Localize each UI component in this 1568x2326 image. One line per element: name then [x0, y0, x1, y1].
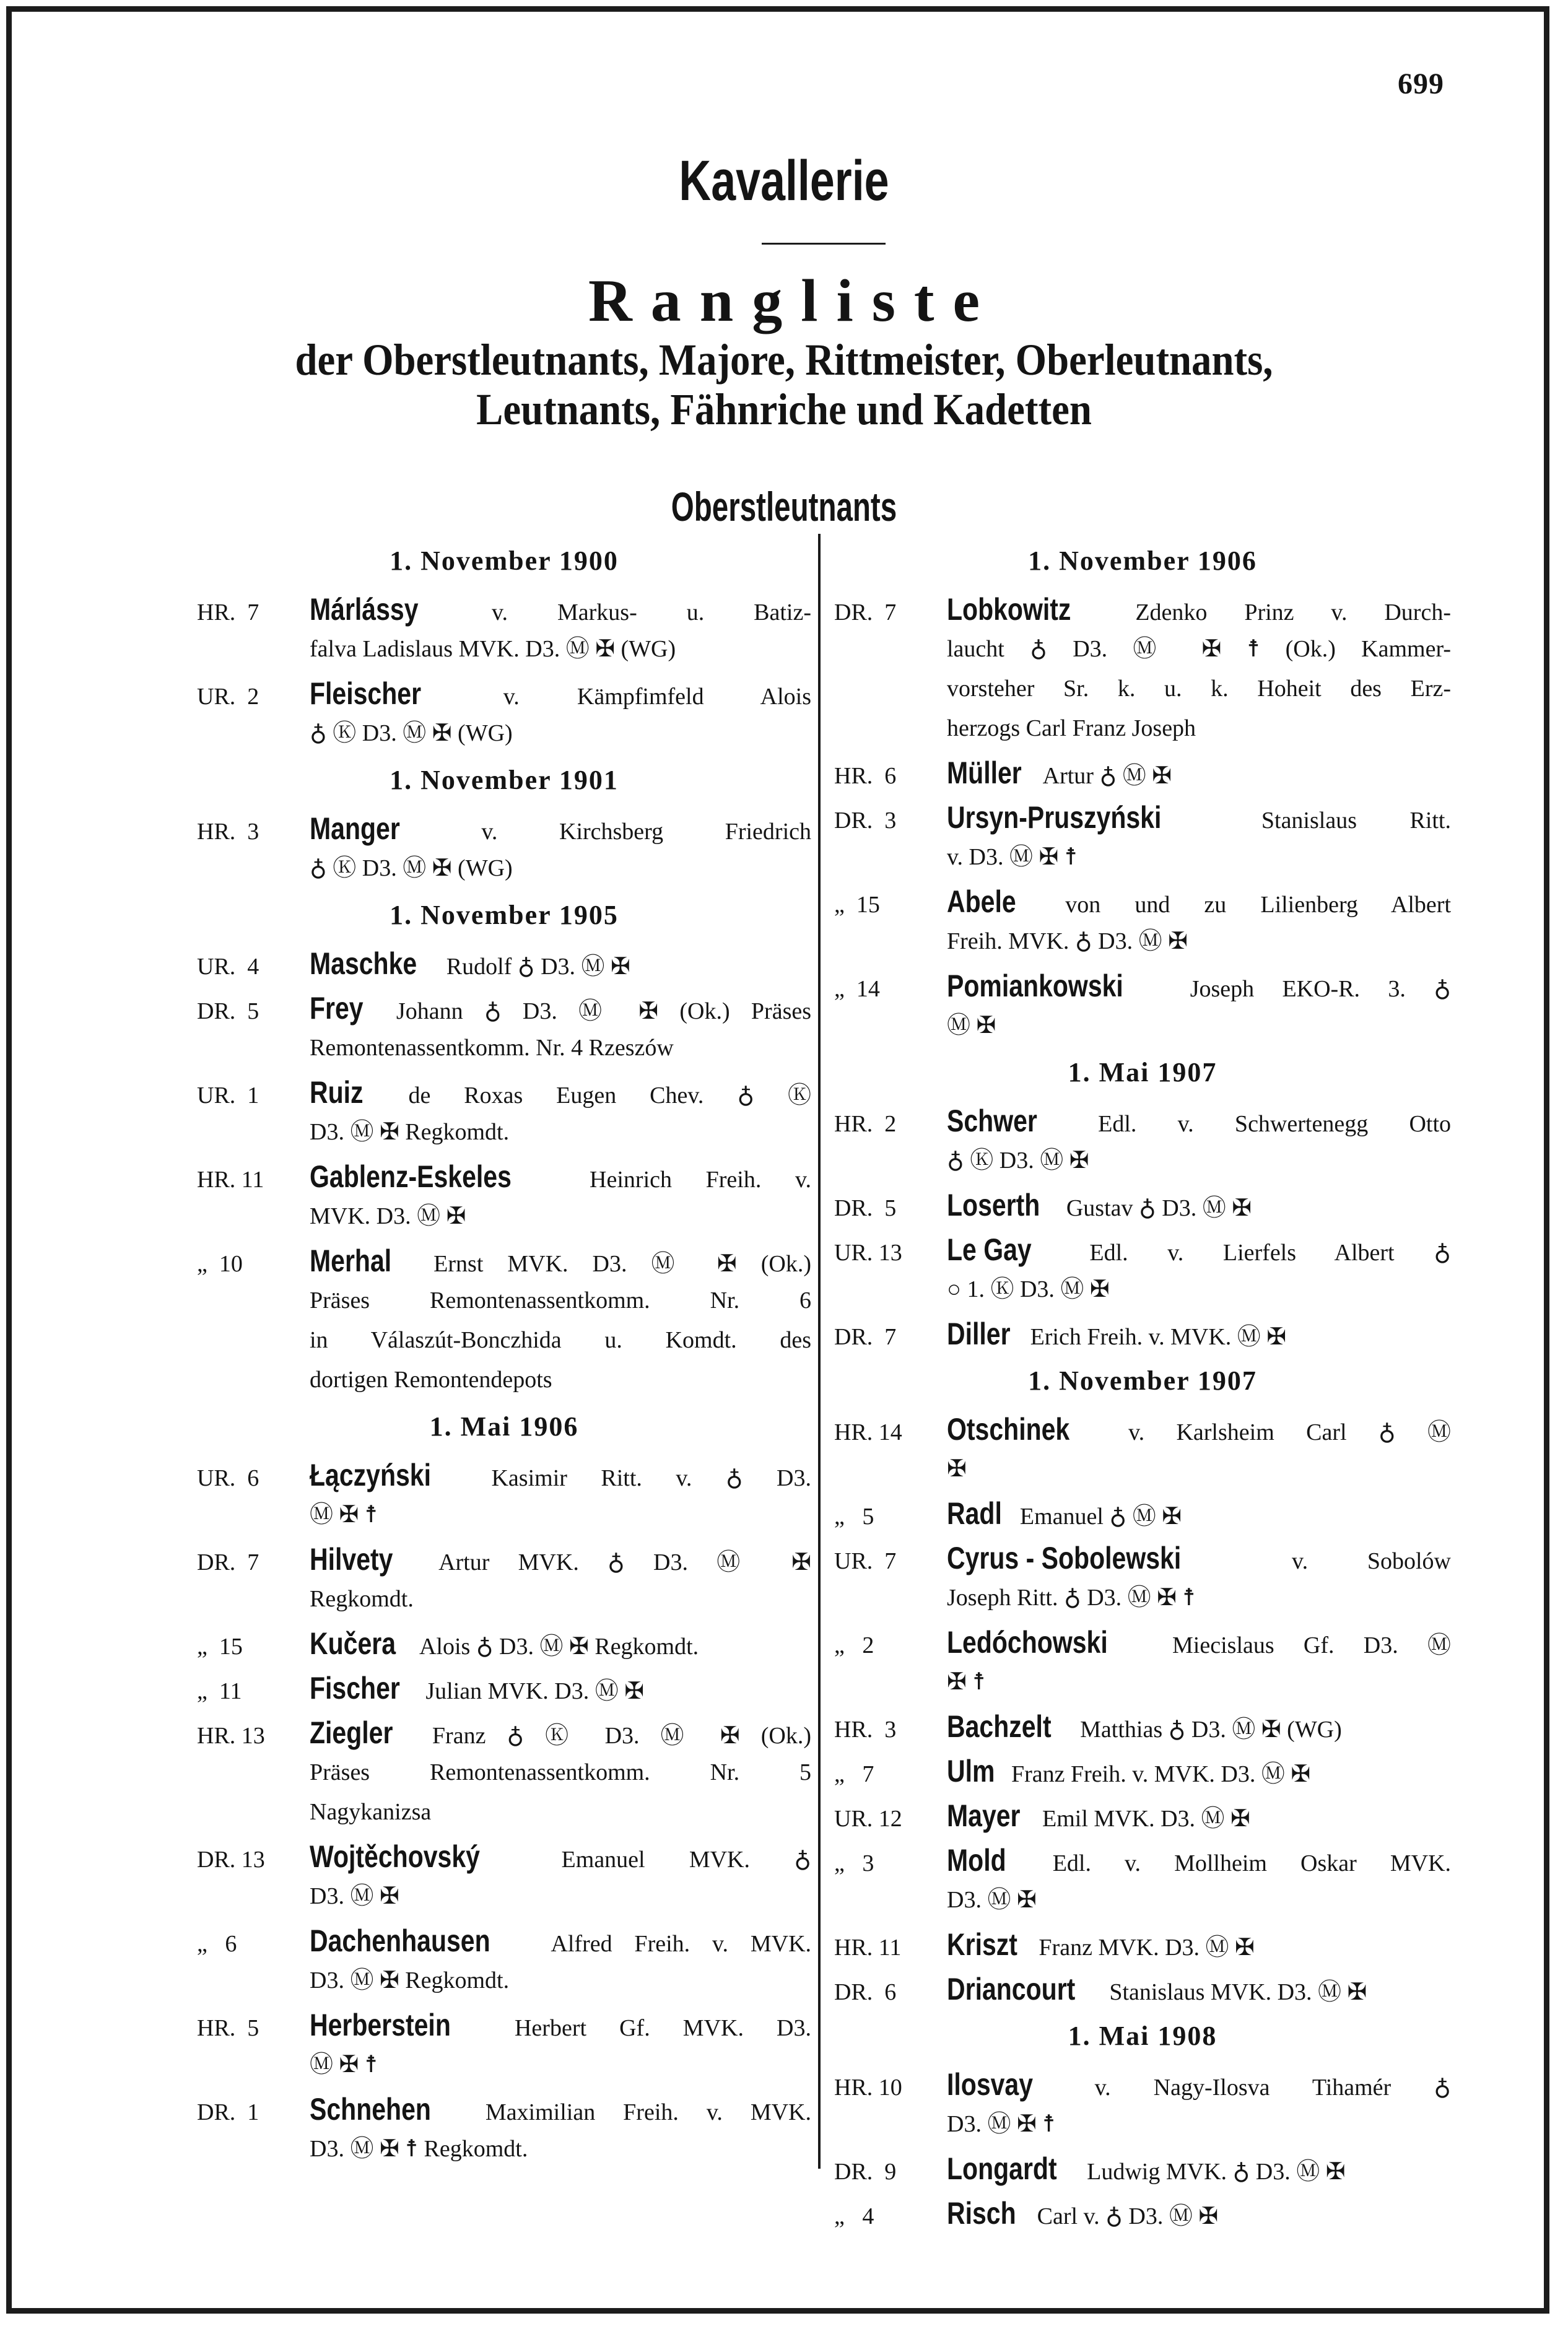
entry-text: Franz MVK. D3. Ⓜ ✠	[1039, 1935, 1255, 1961]
entry-text: Kasimir Ritt. v. ♁ D3.	[491, 1465, 812, 1491]
regiment-number: DR. 6	[834, 1979, 897, 2005]
rank-entry	[834, 1796, 1451, 1836]
date-heading: 1. Mai 1908	[1068, 2021, 1217, 2051]
entry-line	[197, 809, 811, 848]
officer-name: Ilosvay	[947, 2067, 1034, 2102]
entry-text: Edl. v. Lierfels Albert ♁	[1089, 1240, 1452, 1266]
regiment-number: „ 11	[197, 1678, 242, 1704]
entry-line	[834, 882, 1451, 921]
regiment-number: UR. 6	[197, 1465, 259, 1491]
regiment-number: HR. 14	[834, 1419, 902, 1445]
entry-line	[197, 1921, 811, 1961]
entry-line	[834, 1185, 1451, 1225]
rank-entry	[197, 1921, 811, 2000]
page-number: 699	[1398, 68, 1444, 100]
entry-line	[197, 2045, 811, 2084]
entry-line	[197, 1320, 811, 1360]
entry-text: Ⓜ ✠ ☨	[310, 1502, 378, 1528]
entry-text: Herbert Gf. MVK. D3.	[514, 2015, 811, 2041]
entry-line	[197, 1241, 811, 1281]
entry-line	[834, 1141, 1451, 1180]
entry-line	[197, 1792, 811, 1832]
entry-line	[197, 1579, 811, 1619]
officer-name: Fischer	[310, 1671, 400, 1705]
entry-line	[834, 1969, 1451, 2009]
regiment-number: HR. 6	[834, 763, 897, 789]
rank-entry	[197, 2005, 811, 2084]
entry-text: Freih. MVK. ♁ D3. Ⓜ ✠	[947, 928, 1188, 954]
regiment-number: „ 3	[834, 1850, 874, 1876]
entry-line	[834, 590, 1451, 629]
regiment-number: „ 15	[834, 892, 880, 918]
rank-entry	[834, 1409, 1451, 1489]
officer-name: Ursyn-Pruszyński	[947, 800, 1162, 835]
officer-name: Ziegler	[310, 1715, 393, 1750]
entry-text: ♁ Ⓚ D3. Ⓜ ✠	[947, 1148, 1089, 1174]
entry-text: Emanuel MVK. ♁	[561, 1847, 812, 1873]
officer-name: Risch	[947, 2196, 1016, 2231]
entry-text: Zdenko Prinz v. Durch-	[1135, 599, 1451, 625]
column-divider	[818, 534, 821, 2169]
entry-line	[834, 2065, 1451, 2104]
regiment-number: DR. 5	[834, 1195, 897, 1221]
entry-line	[834, 2193, 1451, 2233]
officer-name: Maschke	[310, 946, 417, 981]
entry-text: Ernst MVK. D3. Ⓜ ✠ (Ok.)	[433, 1251, 812, 1277]
entry-line	[197, 1455, 811, 1495]
entry-text: Stanislaus MVK. D3. Ⓜ ✠	[1109, 1979, 1367, 2005]
rank-entry	[197, 809, 811, 888]
entry-line	[197, 944, 811, 983]
regiment-number: DR. 13	[197, 1847, 265, 1873]
entry-line	[834, 1578, 1451, 1618]
officer-name: Gablenz-Eskeles	[310, 1159, 512, 1194]
officer-name: Ulm	[947, 1754, 995, 1788]
entry-text: Alfred Freih. v. MVK.	[551, 1931, 812, 1957]
entry-line	[834, 629, 1451, 669]
officer-name: Schnehen	[310, 2092, 431, 2127]
entry-text: Artur ♁ Ⓜ ✠	[1042, 763, 1172, 789]
entry-line	[834, 1925, 1451, 1964]
entry-line	[197, 1668, 811, 1708]
officer-name: Schwer	[947, 1104, 1037, 1138]
entry-line	[197, 1837, 811, 1876]
regiment-number: DR. 3	[834, 808, 897, 834]
regiment-number: UR. 1	[197, 1082, 259, 1109]
officer-name: Müller	[947, 756, 1022, 790]
officer-name: Kriszt	[947, 1927, 1017, 1962]
left-column	[197, 534, 811, 2174]
officer-name: Fleischer	[310, 676, 422, 711]
entry-text: falva Ladislaus MVK. D3. Ⓜ ✠ (WG)	[310, 636, 676, 662]
date-heading: 1. Mai 1907	[1068, 1057, 1217, 1087]
entry-text: v. D3. Ⓜ ✠ ☨	[947, 844, 1078, 870]
entry-text: Nagykanizsa	[310, 1799, 432, 1825]
entry-line	[197, 1360, 811, 1400]
entry-text: Julian MVK. D3. Ⓜ ✠	[425, 1678, 645, 1704]
rank-entry	[197, 674, 811, 753]
entry-text: Edl. v. Mollheim Oskar MVK.	[1052, 1850, 1451, 1876]
officer-name: Pomiankowski	[947, 969, 1123, 1003]
rank-entry	[834, 590, 1451, 748]
entry-text: Alois ♁ D3. Ⓜ ✠ Regkomdt.	[419, 1634, 699, 1660]
entry-line	[834, 2104, 1451, 2144]
entry-line	[834, 1101, 1451, 1141]
entry-text: Edl. v. Schwertenegg Otto	[1098, 1111, 1451, 1137]
entry-line	[834, 753, 1451, 793]
regiment-number: „ 4	[834, 2203, 874, 2229]
rank-entry	[197, 1540, 811, 1619]
entry-text: Matthias ♁ D3. Ⓜ ✠ (WG)	[1080, 1717, 1342, 1743]
entry-line	[834, 1494, 1451, 1533]
entry-text: Präses Remontenassentkomm. Nr. 6	[310, 1287, 811, 1313]
rank-entry	[834, 1707, 1451, 1746]
entry-line	[834, 708, 1451, 748]
regiment-number: HR. 11	[197, 1167, 264, 1193]
right-column	[834, 534, 1451, 2238]
officer-name: Merhal	[310, 1244, 392, 1278]
entry-line	[197, 1281, 811, 1320]
entry-line	[834, 921, 1451, 961]
entry-text: ○ 1. Ⓚ D3. Ⓜ ✠	[947, 1276, 1110, 1302]
officer-name: Radl	[947, 1496, 1002, 1531]
officer-name: Loserth	[947, 1188, 1040, 1222]
rank-entry	[834, 1185, 1451, 1225]
rank-entry	[197, 1837, 811, 1916]
entry-text: D3. Ⓜ ✠	[310, 1883, 399, 1909]
regiment-number: „ 2	[834, 1632, 874, 1658]
rank-entry	[197, 1713, 811, 1832]
entry-text: vorsteher Sr. k. u. k. Hoheit des Erz-	[947, 676, 1451, 702]
entry-line	[197, 1196, 811, 1236]
entry-line	[834, 1796, 1451, 1836]
rank-entry	[197, 2089, 811, 2169]
entry-line	[197, 629, 811, 669]
entry-text: von und zu Lilienberg Albert	[1065, 892, 1451, 918]
entry-text: Emanuel ♁ Ⓜ ✠	[1019, 1504, 1182, 1530]
rank-entry	[834, 753, 1451, 793]
rank-entry	[197, 590, 811, 669]
entry-line	[834, 1449, 1451, 1489]
entry-line	[834, 1662, 1451, 1702]
regiment-number: „ 6	[197, 1931, 237, 1957]
rank-entry	[834, 966, 1451, 1045]
regiment-number: „ 14	[834, 976, 880, 1002]
subtitle-line-2: Leutnants, Fähnriche und Kadetten	[476, 385, 1092, 434]
officer-name: Otschinek	[947, 1412, 1070, 1447]
subtitle-line-1: der Oberstleutnants, Majore, Rittmeister, Oberleutnants,	[295, 335, 1273, 385]
rank-entry	[197, 1157, 811, 1236]
entry-text: Stanislaus Ritt.	[1261, 808, 1451, 834]
rank-entry	[197, 1073, 811, 1152]
officer-name: Dachenhausen	[310, 1923, 490, 1958]
entry-line	[197, 1713, 811, 1753]
rank-entry	[197, 944, 811, 983]
officer-name: Kučera	[310, 1626, 396, 1661]
officer-name: Ledóchowski	[947, 1625, 1108, 1660]
entry-line	[197, 1540, 811, 1579]
entry-line	[197, 2005, 811, 2045]
regiment-number: HR. 11	[834, 1935, 902, 1961]
entry-text: v. Markus- u. Batiz-	[492, 599, 811, 625]
entry-line	[834, 1538, 1451, 1578]
entry-text: laucht ♁ D3. Ⓜ ✠ ☨ (Ok.) Kammer-	[947, 636, 1451, 662]
title-rule	[762, 243, 886, 245]
entry-line	[834, 669, 1451, 708]
regiment-number: DR. 7	[834, 1324, 897, 1350]
entry-text: Gustav ♁ D3. Ⓜ ✠	[1066, 1195, 1252, 1221]
rank-entry	[834, 798, 1451, 877]
rank-entry	[834, 2065, 1451, 2144]
entry-text: ✠ ☨	[947, 1669, 986, 1695]
entry-text: v. Kämpfimfeld Alois	[503, 684, 812, 710]
entry-text: Carl v. ♁ D3. Ⓜ ✠	[1037, 2203, 1219, 2229]
entry-text: ✠	[947, 1456, 967, 1482]
entry-text: v. Karlsheim Carl ♁ Ⓜ	[1128, 1419, 1451, 1445]
entry-text: ♁ Ⓚ D3. Ⓜ ✠ (WG)	[310, 720, 513, 746]
rank-entry	[834, 2149, 1451, 2189]
regiment-number: „ 10	[197, 1251, 243, 1277]
rank-entry	[834, 1751, 1451, 1791]
officer-name: Mold	[947, 1843, 1006, 1878]
entry-text: D3. Ⓜ ✠	[947, 1887, 1037, 1913]
regiment-number: UR. 12	[834, 1806, 902, 1832]
entry-line	[197, 1624, 811, 1663]
rank-entry	[834, 1101, 1451, 1180]
regiment-number: HR. 5	[197, 2015, 259, 2041]
entry-line	[834, 1623, 1451, 1662]
date-heading: 1. November 1906	[1028, 546, 1257, 576]
regiment-number: HR. 10	[834, 2075, 902, 2101]
officer-name: Hilvety	[310, 1542, 393, 1577]
officer-name: Lobkowitz	[947, 592, 1071, 627]
entry-line	[197, 713, 811, 753]
officer-name: Łączyński	[310, 1458, 431, 1492]
main-title: Rangliste	[588, 268, 998, 334]
entry-text: Joseph EKO-R. 3. ♁	[1190, 976, 1451, 1002]
entry-line	[197, 1753, 811, 1792]
entry-line	[197, 1876, 811, 1916]
entry-text: D3. Ⓜ ✠ ☨	[947, 2111, 1055, 2137]
entry-line	[834, 837, 1451, 877]
regiment-number: „ 15	[197, 1634, 243, 1660]
entry-text: Emil MVK. D3. Ⓜ ✠	[1042, 1806, 1250, 1832]
regiment-number: HR. 13	[197, 1723, 265, 1749]
officer-name: Herberstein	[310, 2008, 451, 2042]
entry-text: Ludwig MVK. ♁ D3. Ⓜ ✠	[1087, 2159, 1346, 2185]
rank-entry	[834, 1840, 1451, 1920]
rank-entry	[834, 882, 1451, 961]
entry-line	[834, 1270, 1451, 1309]
entry-line	[834, 1409, 1451, 1449]
entry-text: dortigen Remontendepots	[310, 1367, 552, 1393]
date-heading: 1. November 1907	[1028, 1366, 1257, 1396]
regiment-number: DR. 7	[834, 599, 897, 625]
regiment-number: DR. 5	[197, 998, 259, 1024]
entry-text: D3. Ⓜ ✠ ☨ Regkomdt.	[310, 2136, 528, 2162]
date-heading: 1. November 1900	[390, 546, 619, 576]
entry-line	[197, 988, 811, 1028]
entry-text: Maximilian Freih. v. MVK.	[485, 2099, 811, 2125]
regiment-number: „ 7	[834, 1761, 874, 1787]
officer-name: Driancourt	[947, 1972, 1076, 2006]
entry-text: herzogs Carl Franz Joseph	[947, 715, 1196, 741]
regiment-number: UR. 4	[197, 954, 259, 980]
entry-text: Rudolf ♁ D3. Ⓜ ✠	[446, 954, 630, 980]
entry-text: D3. Ⓜ ✠ Regkomdt.	[310, 1967, 510, 1993]
rank-title: Oberstleutnants	[671, 484, 897, 529]
rank-entry	[834, 1925, 1451, 1964]
entry-text: Ⓜ ✠ ☨	[310, 2052, 378, 2078]
officer-name: Diller	[947, 1317, 1011, 1351]
entry-text: v. Sobolów	[1292, 1548, 1451, 1574]
entry-line	[197, 848, 811, 888]
entry-text: Präses Remontenassentkomm. Nr. 5	[310, 1759, 811, 1785]
rank-entry	[834, 1314, 1451, 1354]
regiment-number: HR. 3	[197, 819, 259, 845]
entry-text: Artur MVK. ♁ D3. Ⓜ ✠	[438, 1549, 812, 1575]
entry-line	[834, 1707, 1451, 1746]
entry-text: v. Kirchsberg Friedrich	[481, 819, 812, 845]
entry-line	[197, 1495, 811, 1535]
entry-text: MVK. D3. Ⓜ ✠	[310, 1203, 466, 1229]
entry-line	[834, 798, 1451, 837]
officer-name: Márlássy	[310, 592, 419, 627]
entry-text: Remontenassentkomm. Nr. 4 Rzeszów	[310, 1035, 674, 1061]
regiment-number: HR. 2	[834, 1111, 897, 1137]
officer-name: Cyrus - Sobolewski	[947, 1541, 1182, 1575]
section-title: Kavallerie	[679, 149, 889, 212]
entry-line	[834, 1314, 1451, 1354]
entry-line	[197, 1073, 811, 1112]
regiment-number: HR. 7	[197, 599, 259, 625]
rank-entry	[197, 1455, 811, 1535]
entry-text: Heinrich Freih. v.	[590, 1167, 811, 1193]
regiment-number: DR. 1	[197, 2099, 259, 2125]
regiment-number: DR. 7	[197, 1549, 259, 1575]
rank-entry	[197, 1241, 811, 1400]
rank-entry	[197, 988, 811, 1068]
entry-text: Erich Freih. v. MVK. Ⓜ ✠	[1030, 1324, 1287, 1350]
regiment-number: „ 5	[834, 1504, 874, 1530]
entry-text: de Roxas Eugen Chev. ♁ Ⓚ	[408, 1082, 812, 1109]
date-heading: 1. Mai 1906	[429, 1411, 579, 1442]
officer-name: Manger	[310, 811, 400, 846]
rank-entry	[834, 1230, 1451, 1309]
entry-text: Ⓜ ✠	[947, 1013, 996, 1039]
regiment-number: HR. 3	[834, 1717, 897, 1743]
entry-line	[834, 1840, 1451, 1880]
entry-line	[834, 1006, 1451, 1045]
date-heading: 1. November 1905	[390, 900, 619, 930]
date-heading: 1. November 1901	[390, 765, 619, 795]
entry-text: Miecislaus Gf. D3. Ⓜ	[1172, 1632, 1451, 1658]
rank-entry	[834, 1623, 1451, 1702]
entry-line	[197, 1028, 811, 1068]
entry-line	[834, 2149, 1451, 2189]
rank-entry	[834, 2193, 1451, 2233]
entry-text: ♁ Ⓚ D3. Ⓜ ✠ (WG)	[310, 855, 513, 881]
officer-name: Mayer	[947, 1798, 1021, 1833]
regiment-number: UR. 2	[197, 684, 259, 710]
officer-name: Bachzelt	[947, 1709, 1052, 1744]
regiment-number: UR. 7	[834, 1548, 897, 1574]
rank-entry	[834, 1969, 1451, 2009]
rank-entry	[834, 1494, 1451, 1533]
entry-line	[197, 674, 811, 713]
rank-entry	[197, 1624, 811, 1663]
entry-text: Franz Freih. v. MVK. D3. Ⓜ ✠	[1011, 1761, 1311, 1787]
officer-name: Wojtěchovský	[310, 1839, 480, 1874]
regiment-number: DR. 9	[834, 2159, 897, 2185]
entry-line	[197, 1961, 811, 2000]
entry-text: Regkomdt.	[310, 1586, 414, 1612]
entry-text: D3. Ⓜ ✠ Regkomdt.	[310, 1119, 510, 1145]
entry-line	[197, 2089, 811, 2129]
entry-text: in Válaszút-Bonczhida u. Komdt. des	[310, 1327, 811, 1353]
officer-name: Le Gay	[947, 1232, 1032, 1267]
entry-line	[197, 2129, 811, 2169]
entry-text: Johann ♁ D3. Ⓜ ✠ (Ok.) Präses	[396, 998, 812, 1024]
entry-text: Franz ♁ Ⓚ D3. Ⓜ ✠ (Ok.)	[432, 1723, 811, 1749]
entry-text: v. Nagy-Ilosva Tihamér ♁	[1094, 2075, 1451, 2101]
entry-line	[834, 1751, 1451, 1791]
officer-name: Frey	[310, 991, 364, 1026]
entry-line	[197, 590, 811, 629]
entry-text: Joseph Ritt. ♁ D3. Ⓜ ✠ ☨	[947, 1585, 1196, 1611]
entry-line	[834, 966, 1451, 1006]
officer-name: Longardt	[947, 2151, 1057, 2186]
officer-name: Ruiz	[310, 1075, 364, 1110]
rank-entry	[197, 1668, 811, 1708]
rank-entry	[834, 1538, 1451, 1618]
regiment-number: UR. 13	[834, 1240, 902, 1266]
entry-line	[197, 1112, 811, 1152]
entry-line	[197, 1157, 811, 1196]
officer-name: Abele	[947, 884, 1016, 919]
entry-line	[834, 1230, 1451, 1270]
entry-line	[834, 1880, 1451, 1920]
